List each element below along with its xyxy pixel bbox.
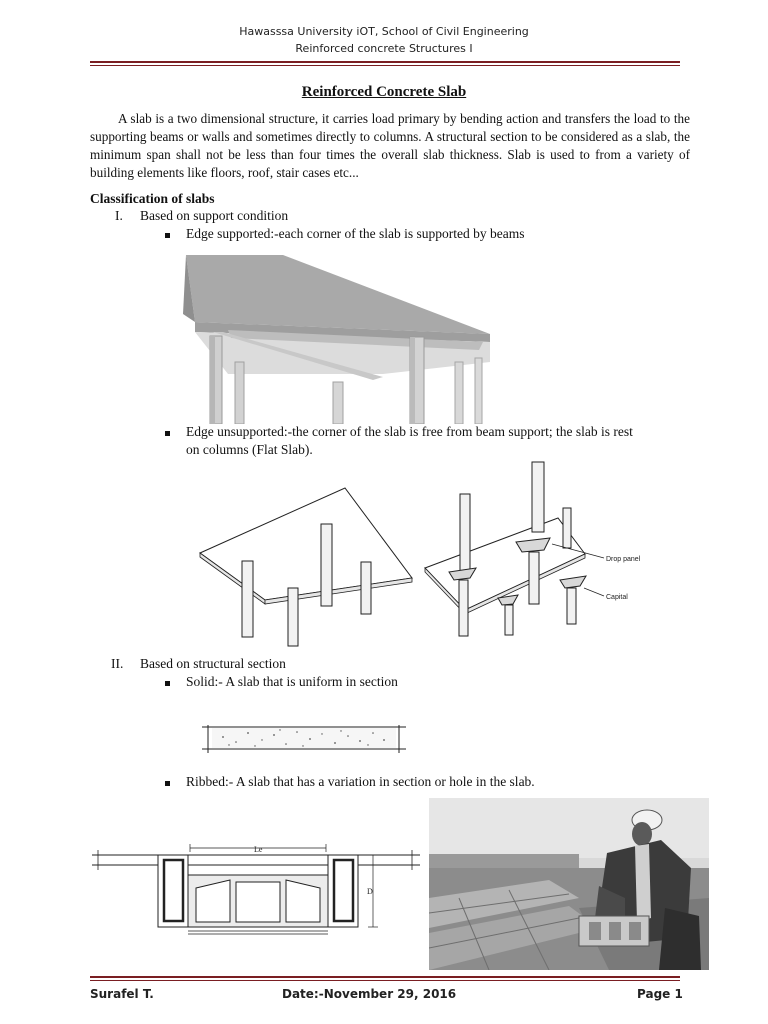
solid-slab-text: Solid:- A slab that is uniform in section	[186, 674, 398, 689]
intro-paragraph: A slab is a two dimensional structure, it carries load primary by bending action and transfers the load to the supporting beams or walls and sometimes directly to columns. A structural section to be considered as a slab, the minimum span shall not be less than four times the overall slab thickness. Slab is used to from a variety of building elements like floors, roof, stair cases etc...	[90, 111, 690, 180]
ribbed-slab-text: Ribbed:- A slab that has a variation in section or hole in the slab.	[186, 774, 535, 789]
bullet	[165, 431, 170, 436]
bullet	[165, 781, 170, 786]
header-institution: Hawasssa University iOT, School of Civil Engineering	[239, 25, 529, 38]
group1-numeral: I.	[115, 208, 123, 223]
header-course: Reinforced concrete Structures I	[295, 42, 473, 55]
flat-slab-figure	[190, 458, 648, 648]
edge-supported-text: Edge supported:-each corner of the slab is supported by beams	[186, 226, 525, 241]
footer-rule-thin	[90, 980, 680, 981]
ribbed-slab-photo	[429, 798, 709, 970]
edge-unsupported-text-1: Edge unsupported:-the corner of the slab is free from beam support; the slab is rest	[186, 424, 633, 439]
bullet	[165, 681, 170, 686]
header-rule-thin	[90, 65, 680, 66]
classification-heading: Classification of slabs	[90, 191, 215, 206]
bullet	[165, 233, 170, 238]
group2-label: Based on structural section	[140, 656, 286, 671]
group2-numeral: II.	[111, 656, 124, 671]
drop-panel-label: Drop panel	[606, 556, 641, 563]
capital-label: Capital	[606, 594, 628, 601]
footer-date: Date:-November 29, 2016	[282, 987, 457, 1001]
page-title: Reinforced Concrete Slab	[301, 84, 467, 100]
solid-slab-figure	[198, 697, 410, 755]
footer-rule	[90, 976, 680, 978]
footer-author: Surafel T.	[90, 987, 154, 1001]
ribbed-slab-figure	[90, 830, 422, 938]
header-rule	[90, 61, 680, 63]
group1-label: Based on support condition	[140, 208, 289, 223]
edge-unsupported-text-2: on columns (Flat Slab).	[186, 442, 313, 457]
d-dimension-label: D	[367, 887, 373, 896]
footer-page-number: Page 1	[637, 987, 683, 1001]
edge-supported-figure	[183, 252, 490, 424]
le-dimension-label: Le	[254, 845, 263, 854]
